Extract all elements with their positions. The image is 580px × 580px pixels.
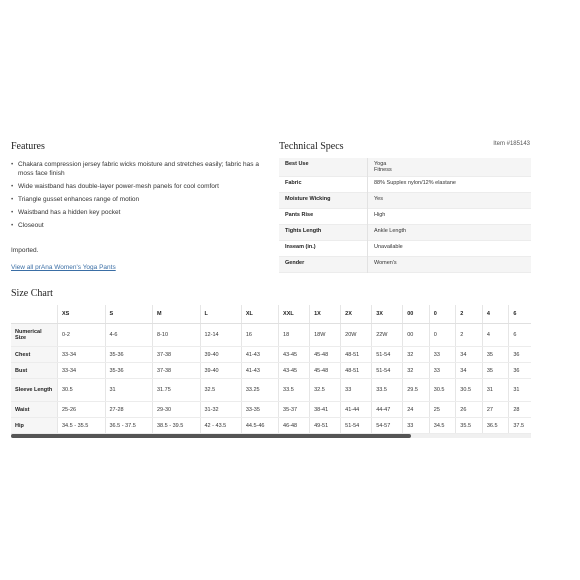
spec-row (279, 257, 531, 273)
spec-value (368, 193, 532, 209)
spec-row (279, 209, 531, 225)
size-cell: 44.5-46 (241, 418, 278, 434)
spec-label: Tights Length (279, 225, 368, 241)
size-cell: 33 (341, 379, 372, 402)
size-header-cell: S (105, 305, 153, 324)
size-cell: 33-34 (58, 347, 106, 363)
size-cell: 36 (509, 363, 531, 379)
size-row-label: Chest (11, 347, 58, 363)
spec-label: Gender (279, 257, 368, 273)
size-cell: 12-14 (200, 324, 241, 347)
size-cell: 35-36 (105, 347, 153, 363)
spec-row (279, 177, 531, 193)
feature-item: • Waistband has a hidden key pocket (11, 208, 266, 217)
size-cell: 33-35 (241, 402, 278, 418)
feature-item: • Wide waistband has double-layer power-mesh panels for cool comfort (11, 182, 266, 191)
size-cell: 33.5 (279, 379, 310, 402)
size-cell: 25-26 (58, 402, 106, 418)
size-cell: 29-30 (153, 402, 201, 418)
size-cell: 38.5 - 39.5 (153, 418, 201, 434)
spec-label: Best Use (279, 158, 368, 177)
scrollbar-thumb[interactable] (11, 434, 411, 438)
size-header-cell: 2X (341, 305, 372, 324)
size-cell: 4 (482, 324, 509, 347)
spec-value-line: Yoga (374, 161, 387, 167)
size-header-row (11, 305, 531, 324)
size-cell: 51-54 (372, 347, 403, 363)
spec-value (368, 257, 532, 273)
size-cell: 16 (241, 324, 278, 347)
size-cell: 44-47 (372, 402, 403, 418)
spec-value (368, 158, 532, 177)
feature-item: • Triangle gusset enhances range of motion (11, 195, 266, 204)
spec-row (279, 158, 531, 177)
size-cell: 37.5 (509, 418, 531, 434)
spec-value-line: Yes (374, 196, 383, 202)
spec-value-line: 88% Supplex nylon/12% elastane (374, 180, 456, 186)
size-cell: 20W (341, 324, 372, 347)
size-cell: 35 (482, 347, 509, 363)
size-row (11, 402, 531, 418)
size-cell: 36.5 - 37.5 (105, 418, 153, 434)
size-cell: 54-57 (372, 418, 403, 434)
size-chart-table (11, 305, 531, 434)
size-row (11, 379, 531, 402)
size-cell: 37-38 (153, 347, 201, 363)
size-cell: 41-43 (241, 363, 278, 379)
spec-value (368, 177, 532, 193)
size-cell: 2 (456, 324, 483, 347)
spec-label: Moisture Wicking (279, 193, 368, 209)
size-cell: 30.5 (429, 379, 456, 402)
size-cell: 48-51 (341, 363, 372, 379)
size-cell: 30.5 (58, 379, 106, 402)
size-chart-title: Size Chart (11, 288, 53, 299)
spec-label: Inseam (in.) (279, 241, 368, 257)
size-cell: 29.5 (403, 379, 430, 402)
size-cell: 33.5 (372, 379, 403, 402)
size-cell: 43-45 (279, 363, 310, 379)
size-cell: 34.5 (429, 418, 456, 434)
size-row-label: Numerical Size (11, 324, 58, 347)
size-header-cell: 3X (372, 305, 403, 324)
size-cell: 24 (403, 402, 430, 418)
size-header-cell: L (200, 305, 241, 324)
size-row-label: Bust (11, 363, 58, 379)
size-cell: 0 (429, 324, 456, 347)
size-cell: 48-51 (341, 347, 372, 363)
size-row-label: Waist (11, 402, 58, 418)
spec-label: Pants Rise (279, 209, 368, 225)
size-cell: 34 (456, 363, 483, 379)
size-header-cell: XXL (279, 305, 310, 324)
size-cell: 18W (310, 324, 341, 347)
spec-label: Fabric (279, 177, 368, 193)
spec-value-line: High (374, 212, 386, 218)
size-cell: 32 (403, 363, 430, 379)
size-cell: 42 - 43.5 (200, 418, 241, 434)
size-cell: 35.5 (456, 418, 483, 434)
size-cell: 26 (456, 402, 483, 418)
spec-value-line: Unavailable (374, 244, 403, 250)
size-row (11, 347, 531, 363)
size-cell: 49-51 (310, 418, 341, 434)
feature-item: • Chakara compression jersey fabric wicks moisture and stretches easily; fabric has a moss face finish (11, 160, 266, 178)
specs-title: Technical Specs (279, 141, 344, 152)
spec-value-line: Women's (374, 260, 397, 266)
size-cell: 25 (429, 402, 456, 418)
size-cell: 27 (482, 402, 509, 418)
spec-row (279, 225, 531, 241)
size-cell: 31 (509, 379, 531, 402)
size-cell: 4-6 (105, 324, 153, 347)
size-cell: 41-43 (241, 347, 278, 363)
size-cell: 00 (403, 324, 430, 347)
size-cell: 8-10 (153, 324, 201, 347)
size-cell: 27-28 (105, 402, 153, 418)
size-cell: 41-44 (341, 402, 372, 418)
spec-value (368, 209, 532, 225)
size-cell: 33 (429, 347, 456, 363)
size-chart-scroll-area[interactable] (11, 305, 531, 434)
size-header-cell: 6 (509, 305, 531, 324)
spec-row (279, 241, 531, 257)
size-cell: 35 (482, 363, 509, 379)
view-all-link[interactable]: View all prAna Women's Yoga Pants (11, 264, 116, 271)
specs-table (279, 158, 531, 273)
features-list (11, 160, 266, 234)
size-cell: 36 (509, 347, 531, 363)
imported-note: Imported. (11, 247, 39, 254)
size-row (11, 363, 531, 379)
features-title: Features (11, 141, 45, 152)
size-cell: 46-48 (279, 418, 310, 434)
size-header-cell: M (153, 305, 201, 324)
size-cell: 36.5 (482, 418, 509, 434)
size-cell: 38-41 (310, 402, 341, 418)
size-cell: 37-38 (153, 363, 201, 379)
size-cell: 33-34 (58, 363, 106, 379)
size-row (11, 324, 531, 347)
size-cell: 32.5 (310, 379, 341, 402)
spec-value (368, 241, 532, 257)
size-row-label: Hip (11, 418, 58, 434)
size-cell: 22W (372, 324, 403, 347)
size-header-cell: 1X (310, 305, 341, 324)
size-cell: 51-54 (372, 363, 403, 379)
spec-value-line: Fitness (374, 167, 392, 173)
size-header-cell: XS (58, 305, 106, 324)
size-row-label: Sleeve Length (11, 379, 58, 402)
feature-item: • Closeout (11, 221, 266, 230)
size-cell: 31-32 (200, 402, 241, 418)
size-cell: 45-48 (310, 347, 341, 363)
size-cell: 34.5 - 35.5 (58, 418, 106, 434)
size-cell: 45-48 (310, 363, 341, 379)
size-cell: 31 (482, 379, 509, 402)
size-cell: 31 (105, 379, 153, 402)
size-cell: 33.25 (241, 379, 278, 402)
size-cell: 28 (509, 402, 531, 418)
size-header-cell: 00 (403, 305, 430, 324)
size-cell: 51-54 (341, 418, 372, 434)
size-cell: 18 (279, 324, 310, 347)
size-header-cell: 4 (482, 305, 509, 324)
size-cell: 33 (403, 418, 430, 434)
size-header-cell: 0 (429, 305, 456, 324)
size-cell: 0-2 (58, 324, 106, 347)
item-number: Item #185143 (493, 141, 530, 147)
size-cell: 6 (509, 324, 531, 347)
size-cell: 35-37 (279, 402, 310, 418)
size-cell: 43-45 (279, 347, 310, 363)
size-cell: 35-36 (105, 363, 153, 379)
size-cell: 31.75 (153, 379, 201, 402)
spec-value-line: Ankle Length (374, 228, 407, 234)
size-cell: 33 (429, 363, 456, 379)
size-cell: 30.5 (456, 379, 483, 402)
spec-value (368, 225, 532, 241)
size-cell: 34 (456, 347, 483, 363)
size-cell: 32 (403, 347, 430, 363)
size-header-cell: XL (241, 305, 278, 324)
size-header-cell (11, 305, 58, 324)
spec-row (279, 193, 531, 209)
size-cell: 39-40 (200, 363, 241, 379)
size-row (11, 418, 531, 434)
size-cell: 39-40 (200, 347, 241, 363)
size-header-cell: 2 (456, 305, 483, 324)
size-cell: 32.5 (200, 379, 241, 402)
